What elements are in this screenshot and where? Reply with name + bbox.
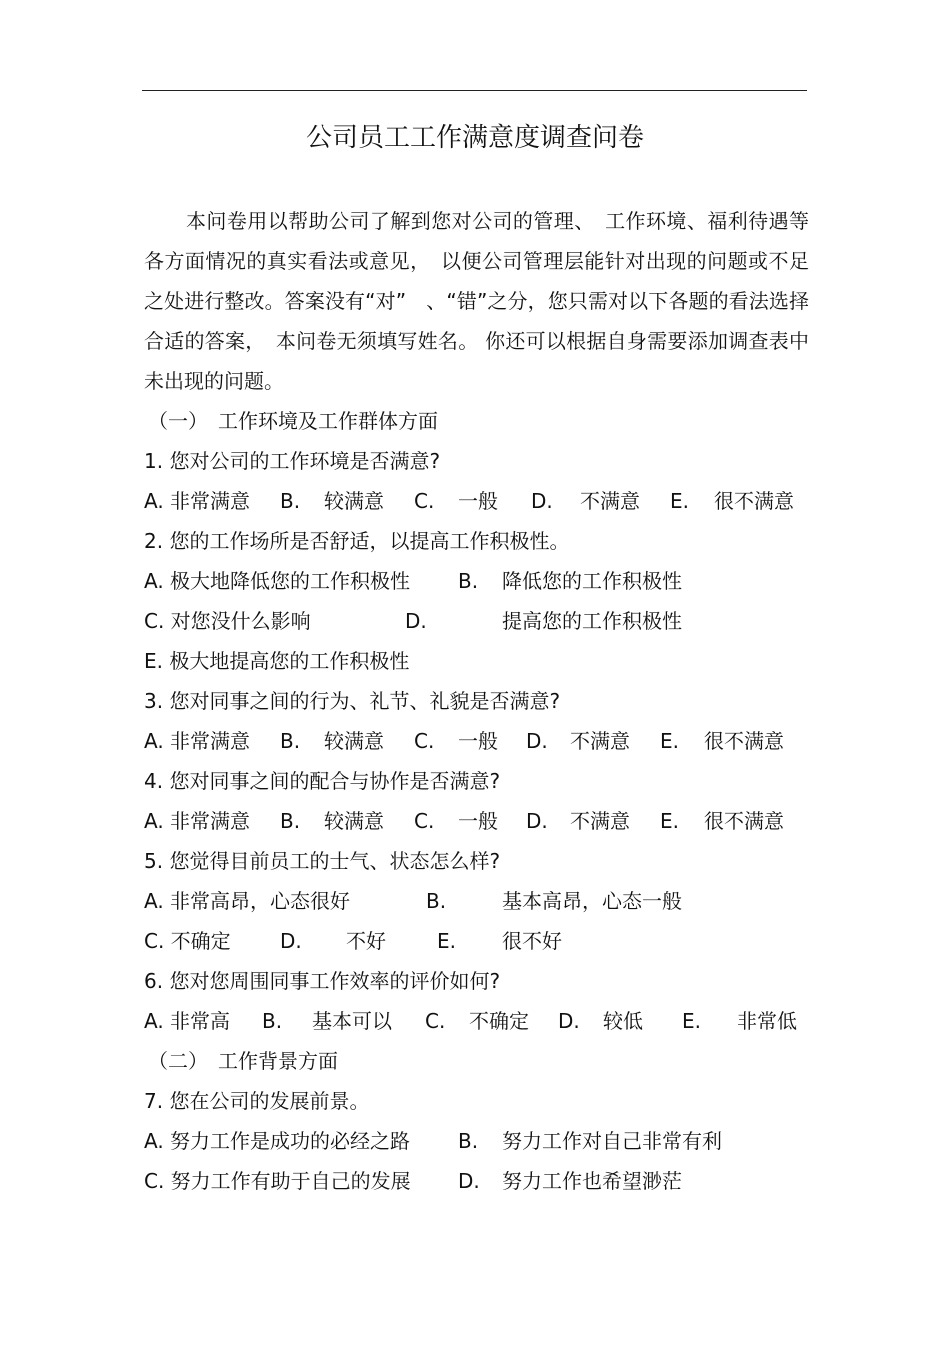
option-d-letter[interactable]: D. xyxy=(405,609,427,633)
header-rule xyxy=(142,90,807,91)
option-a[interactable]: A. 非常高昂，心态很好 xyxy=(144,889,351,913)
option-a[interactable]: A. 非常满意 xyxy=(144,809,251,833)
option-b-letter[interactable]: B. xyxy=(280,809,301,833)
option-b[interactable]: 基本高昂，心态一般 xyxy=(502,889,682,913)
option-a[interactable]: A. 非常高 xyxy=(144,1009,231,1033)
option-d-letter[interactable]: D. xyxy=(558,1009,580,1033)
option-e-letter[interactable]: E. xyxy=(660,809,679,833)
option-e-letter[interactable]: E. xyxy=(670,489,689,513)
option-e[interactable]: E. 极大地提高您的工作积极性 xyxy=(144,649,410,673)
option-d[interactable]: 不好 xyxy=(346,929,386,953)
options-q3 xyxy=(144,721,809,761)
option-a[interactable]: A. 非常满意 xyxy=(144,489,251,513)
question-4: 4. 您对同事之间的配合与协作是否满意? xyxy=(144,769,501,793)
option-c[interactable]: C. 努力工作有助于自己的发展 xyxy=(144,1169,411,1193)
option-b[interactable]: 基本可以 xyxy=(312,1009,392,1033)
option-d[interactable]: 不满意 xyxy=(580,489,640,513)
option-c-letter[interactable]: C. xyxy=(414,809,435,833)
option-b[interactable]: 较满意 xyxy=(324,489,384,513)
option-b-letter[interactable]: B. xyxy=(280,729,301,753)
options-q2-row2 xyxy=(144,601,809,641)
option-e-letter[interactable]: E. xyxy=(437,929,456,953)
option-c-letter[interactable]: C. xyxy=(425,1009,446,1033)
options-q6 xyxy=(144,1001,809,1041)
option-e[interactable]: 很不满意 xyxy=(704,729,784,753)
option-b[interactable]: 降低您的工作积极性 xyxy=(502,569,682,593)
question-7: 7. 您在公司的发展前景。 xyxy=(144,1089,370,1113)
option-b[interactable]: 努力工作对自己非常有利 xyxy=(502,1129,722,1153)
option-b-letter[interactable]: B. xyxy=(458,1129,479,1153)
options-q4 xyxy=(144,801,809,841)
option-d[interactable]: 不满意 xyxy=(570,729,630,753)
options-q2-row1 xyxy=(144,561,809,601)
option-d-letter[interactable]: D. xyxy=(280,929,302,953)
option-c[interactable]: C. 不确定 xyxy=(144,929,231,953)
page-title: 公司员工工作满意度调查问卷 xyxy=(305,123,644,153)
question-2: 2. 您的工作场所是否舒适，以提高工作积极性。 xyxy=(144,529,570,553)
option-c[interactable]: 一般 xyxy=(458,809,498,833)
question-6: 6. 您对您周围同事工作效率的评价如何? xyxy=(144,969,501,993)
option-e[interactable]: 很不好 xyxy=(502,929,562,953)
option-c-letter[interactable]: C. xyxy=(414,729,435,753)
options-q5-row1 xyxy=(144,881,809,921)
option-d[interactable]: 努力工作也希望渺茫 xyxy=(502,1169,682,1193)
option-a[interactable]: A. 努力工作是成功的必经之路 xyxy=(144,1129,411,1153)
option-e-letter[interactable]: E. xyxy=(660,729,679,753)
intro-paragraph xyxy=(144,201,809,401)
option-a[interactable]: A. 非常满意 xyxy=(144,729,251,753)
question-5: 5. 您觉得目前员工的士气、状态怎么样? xyxy=(144,849,501,873)
option-d-letter[interactable]: D. xyxy=(526,809,548,833)
section-heading-1: （一） 工作环境及工作群体方面 xyxy=(148,409,438,433)
option-d-letter[interactable]: D. xyxy=(531,489,553,513)
question-3: 3. 您对同事之间的行为、礼节、礼貌是否满意? xyxy=(144,689,561,713)
option-a[interactable]: A. 极大地降低您的工作积极性 xyxy=(144,569,411,593)
option-b[interactable]: 较满意 xyxy=(324,729,384,753)
option-c[interactable]: 一般 xyxy=(458,489,498,513)
options-q7-row1 xyxy=(144,1121,809,1161)
options-q5-row2 xyxy=(144,921,809,961)
option-b[interactable]: 较满意 xyxy=(324,809,384,833)
option-d[interactable]: 不满意 xyxy=(570,809,630,833)
section-heading-2: （二） 工作背景方面 xyxy=(148,1049,338,1073)
option-e[interactable]: 很不满意 xyxy=(704,809,784,833)
option-d[interactable]: 提高您的工作积极性 xyxy=(502,609,682,633)
option-c[interactable]: 一般 xyxy=(458,729,498,753)
option-e[interactable]: 很不满意 xyxy=(714,489,794,513)
option-c[interactable]: C. 对您没什么影响 xyxy=(144,609,311,633)
options-q1 xyxy=(144,481,809,521)
option-b-letter[interactable]: B. xyxy=(280,489,301,513)
option-c[interactable]: 不确定 xyxy=(469,1009,529,1033)
option-b-letter[interactable]: B. xyxy=(458,569,479,593)
option-e-letter[interactable]: E. xyxy=(682,1009,701,1033)
option-c-letter[interactable]: C. xyxy=(414,489,435,513)
option-b-letter[interactable]: B. xyxy=(262,1009,283,1033)
option-b-letter[interactable]: B. xyxy=(426,889,447,913)
options-q7-row2 xyxy=(144,1161,809,1201)
question-1: 1. 您对公司的工作环境是否满意? xyxy=(144,449,441,473)
intro-text: 本问卷用以帮助公司了解到您对公司的管理、 工作环境、福利待遇等各方面情况的真实看法或意见， 以便公司管理层能针对出现的问题或不足之处进行整改。答案没有“对” 、“错”之分，您只需对以下各题的看法选择合适的答案， 本问卷无须填写姓名。 你还可以根据自身需要添加调查表中未出现的问题。 xyxy=(144,209,809,393)
option-e[interactable]: 非常低 xyxy=(737,1009,797,1033)
option-d[interactable]: 较低 xyxy=(603,1009,643,1033)
option-d-letter[interactable]: D. xyxy=(526,729,548,753)
option-d-letter[interactable]: D. xyxy=(458,1169,480,1193)
